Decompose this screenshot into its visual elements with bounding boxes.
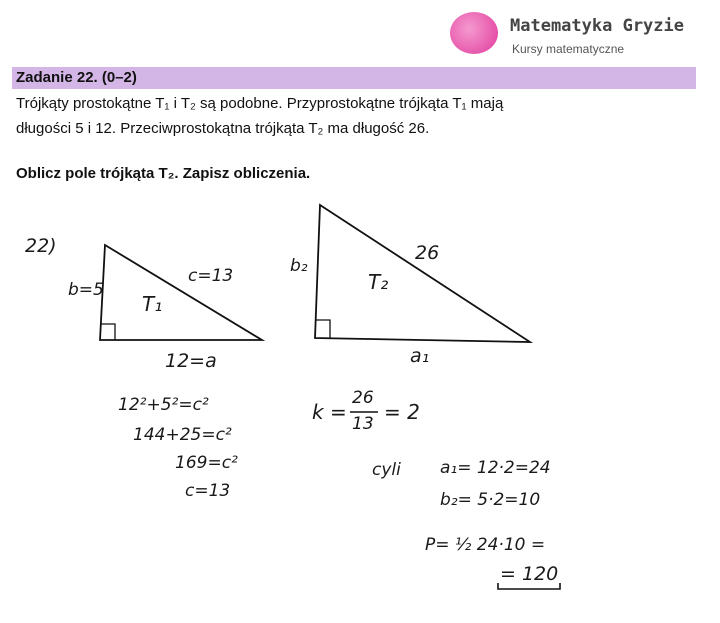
k-lhs: k = bbox=[312, 400, 347, 424]
triangle-t2 bbox=[315, 205, 530, 342]
equation-2: 144+25=c² bbox=[133, 425, 232, 445]
b2-calc: b₂= 5·2=10 bbox=[440, 490, 541, 510]
task-header-label: Zadanie 22. (0–2) bbox=[16, 69, 137, 86]
brand-title: Matematyka Gryzie bbox=[510, 16, 684, 36]
area-calc: P= ½ 24·10 = bbox=[425, 535, 546, 555]
equation-4: c=13 bbox=[185, 481, 231, 501]
brand-subtitle: Kursy matematyczne bbox=[512, 42, 625, 56]
equation-3: 169=c² bbox=[175, 453, 238, 473]
k-numerator: 26 bbox=[352, 388, 374, 408]
area-result: = 120 bbox=[500, 563, 559, 585]
right-angle-t1 bbox=[101, 324, 115, 340]
right-angle-t2 bbox=[316, 320, 330, 338]
triangle-t1 bbox=[100, 245, 262, 340]
t2-a: a₁ bbox=[410, 345, 430, 367]
k-rhs: = 2 bbox=[384, 400, 420, 424]
solution-number: 22) bbox=[25, 235, 57, 257]
t1-c: c=13 bbox=[188, 266, 234, 286]
task-line-1: Trójkąty prostokątne T₁ i T₂ są podobne. Przyprostokątne trójkąta T₁ mają bbox=[16, 95, 504, 112]
a1-calc: a₁= 12·2=24 bbox=[440, 458, 551, 478]
task-instruction: Oblicz pole trójkąta T₂. Zapisz obliczenia. bbox=[16, 165, 311, 182]
t2-name: T₂ bbox=[368, 270, 389, 294]
task-line-2: długości 5 i 12. Przeciwprostokątna trójkąta T₂ ma długość 26. bbox=[16, 120, 430, 137]
k-denominator: 13 bbox=[352, 414, 374, 434]
t1-name: T₁ bbox=[142, 292, 163, 316]
equation-1: 12²+5²=c² bbox=[118, 395, 209, 415]
t2-b: b₂ bbox=[290, 256, 308, 276]
t1-b: b=5 bbox=[68, 280, 104, 300]
cyli-label: cyli bbox=[372, 460, 401, 480]
t1-a: 12=a bbox=[165, 350, 217, 372]
t2-c: 26 bbox=[415, 242, 440, 264]
